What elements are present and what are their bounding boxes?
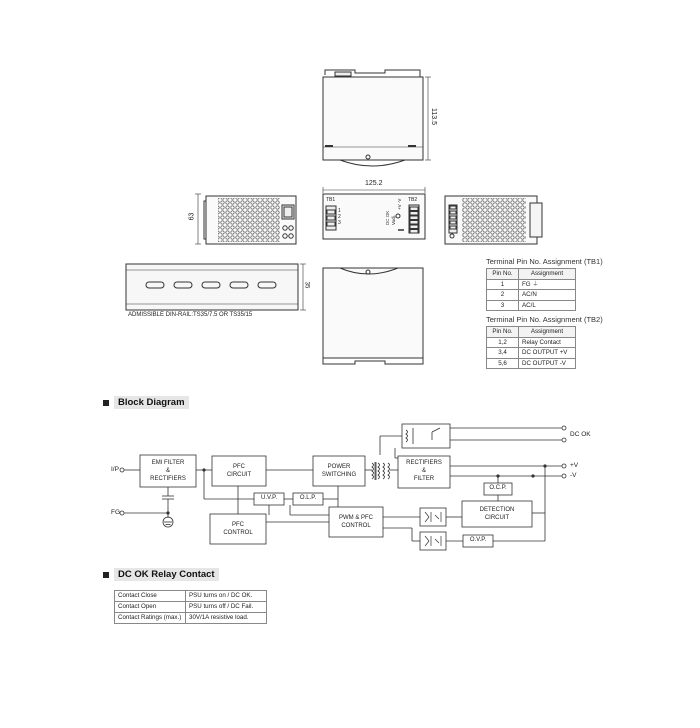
table-header-row	[487, 327, 576, 338]
front-view	[323, 70, 431, 166]
table-cell: DC OUTPUT +V	[519, 348, 576, 359]
pfcc-line2: CONTROL	[223, 530, 253, 536]
plus-v-label: +V	[570, 462, 579, 469]
table-header: Assignment	[519, 269, 576, 280]
table-cell: 30V/1A resistive load.	[186, 613, 267, 624]
tb2-table-title: Terminal Pin No. Assignment (TB2)	[486, 315, 603, 324]
block-diagram	[0, 410, 700, 560]
relay-table	[114, 590, 267, 624]
pfc-line1: PFC	[233, 464, 245, 470]
table-header-row	[487, 269, 576, 280]
table-cell: AC/L	[519, 300, 576, 311]
det-line2: CIRCUIT	[484, 515, 510, 521]
psw-line2: SWITCHING	[321, 472, 357, 478]
svg-text:DC OK: DC OK	[385, 210, 390, 225]
rear-view	[323, 268, 423, 364]
rect-line1: RECTIFIERS	[406, 460, 442, 466]
svg-text:Vadj.: Vadj.	[391, 215, 396, 225]
uvp-label: U.V.P.	[260, 495, 277, 501]
svg-text:+V -V: +V -V	[397, 198, 402, 210]
table-row	[115, 591, 267, 602]
ip-label: I/P	[111, 466, 119, 473]
table-cell: 1	[487, 279, 519, 290]
emi-line3: RECTIFIERS	[150, 476, 186, 482]
table-cell: Contact Ratings (max.)	[115, 613, 186, 624]
table-row	[487, 337, 576, 348]
table-row	[487, 348, 576, 359]
opto1-box	[420, 508, 446, 526]
tb1-pin-2: 2	[338, 214, 341, 220]
table-cell: 2	[487, 290, 519, 301]
block-diagram-heading	[103, 396, 189, 409]
table-row	[115, 602, 267, 613]
detection-label	[462, 506, 532, 522]
pwm-control-label	[329, 514, 383, 530]
table-cell: PSU turns off / DC Fail.	[186, 602, 267, 613]
table-row	[487, 300, 576, 311]
table-header: Assignment	[519, 327, 576, 338]
ocp-label: O.C.P.	[489, 485, 507, 491]
opto2-box	[420, 532, 446, 550]
table-header: Pin No.	[487, 269, 519, 280]
tb2-table	[486, 326, 576, 369]
tb1-pin-1: 1	[338, 208, 341, 214]
dim-rail-label: 35	[303, 281, 310, 289]
table-cell: PSU turns on / DC OK.	[186, 591, 267, 602]
tb2-label: TB2	[408, 197, 418, 203]
din-rail-caption: ADMISSIBLE DIN-RAIL:TS35/7.5 OR TS35/15	[128, 312, 253, 318]
relay-box	[402, 424, 450, 448]
fg-label: FG	[111, 509, 121, 516]
table-cell: Contact Close	[115, 591, 186, 602]
table-header: Pin No.	[487, 327, 519, 338]
table-row	[487, 358, 576, 369]
ovp-label: O.V.P.	[469, 537, 487, 543]
rect-line3: FILTER	[413, 476, 435, 482]
din-rail	[126, 264, 306, 310]
tb1-label: TB1	[326, 197, 336, 203]
pwm-line1: PWM & PFC	[339, 515, 373, 521]
table-cell: 1,2	[487, 337, 519, 348]
table-cell: AC/N	[519, 290, 576, 301]
right-view	[445, 196, 542, 244]
table-cell: FG ⏚	[519, 279, 576, 290]
psw-line1: POWER	[327, 464, 351, 470]
relay-heading	[103, 568, 219, 581]
table-row	[487, 290, 576, 301]
table-cell: Relay Contact	[519, 337, 576, 348]
left-view	[195, 194, 296, 244]
pfc-control-label	[210, 521, 266, 537]
table-cell: Contact Open	[115, 602, 186, 613]
olp-label: O.L.P.	[299, 495, 317, 501]
pfcc-line1: PFC	[232, 522, 244, 528]
table-row	[115, 613, 267, 624]
dim-height-label: 113.5	[430, 108, 437, 125]
tb1-table	[486, 268, 576, 311]
heading-bullet	[103, 400, 109, 406]
rect-line2: &	[421, 468, 426, 474]
dim-width-label: 125.2	[365, 180, 383, 187]
power-switching-label	[313, 463, 365, 479]
table-row	[487, 279, 576, 290]
relay-title: DC OK Relay Contact	[114, 568, 219, 581]
table-cell: DC OUTPUT -V	[519, 358, 576, 369]
pwm-line2: CONTROL	[341, 523, 371, 529]
pfc-line2: CIRCUIT	[226, 472, 252, 478]
heading-bullet	[103, 572, 109, 578]
emi-line2: &	[165, 468, 170, 474]
tb1-pin-3: 3	[338, 220, 341, 226]
rectifiers-filter-label	[398, 459, 450, 483]
det-line1: DETECTION	[479, 507, 515, 513]
emi-line1: EMI FILTER	[151, 460, 185, 466]
dc-ok-label: DC OK	[570, 431, 591, 438]
table-cell: 3	[487, 300, 519, 311]
emi-filter-label	[140, 459, 196, 483]
pfc-circuit-label	[212, 463, 266, 479]
minus-v-label: -V	[570, 472, 577, 479]
dim-depth-label: 63	[188, 212, 196, 221]
block-diagram-title: Block Diagram	[114, 396, 189, 409]
table-cell: 3,4	[487, 348, 519, 359]
tb1-table-title: Terminal Pin No. Assignment (TB1)	[486, 257, 603, 266]
table-cell: 5,6	[487, 358, 519, 369]
